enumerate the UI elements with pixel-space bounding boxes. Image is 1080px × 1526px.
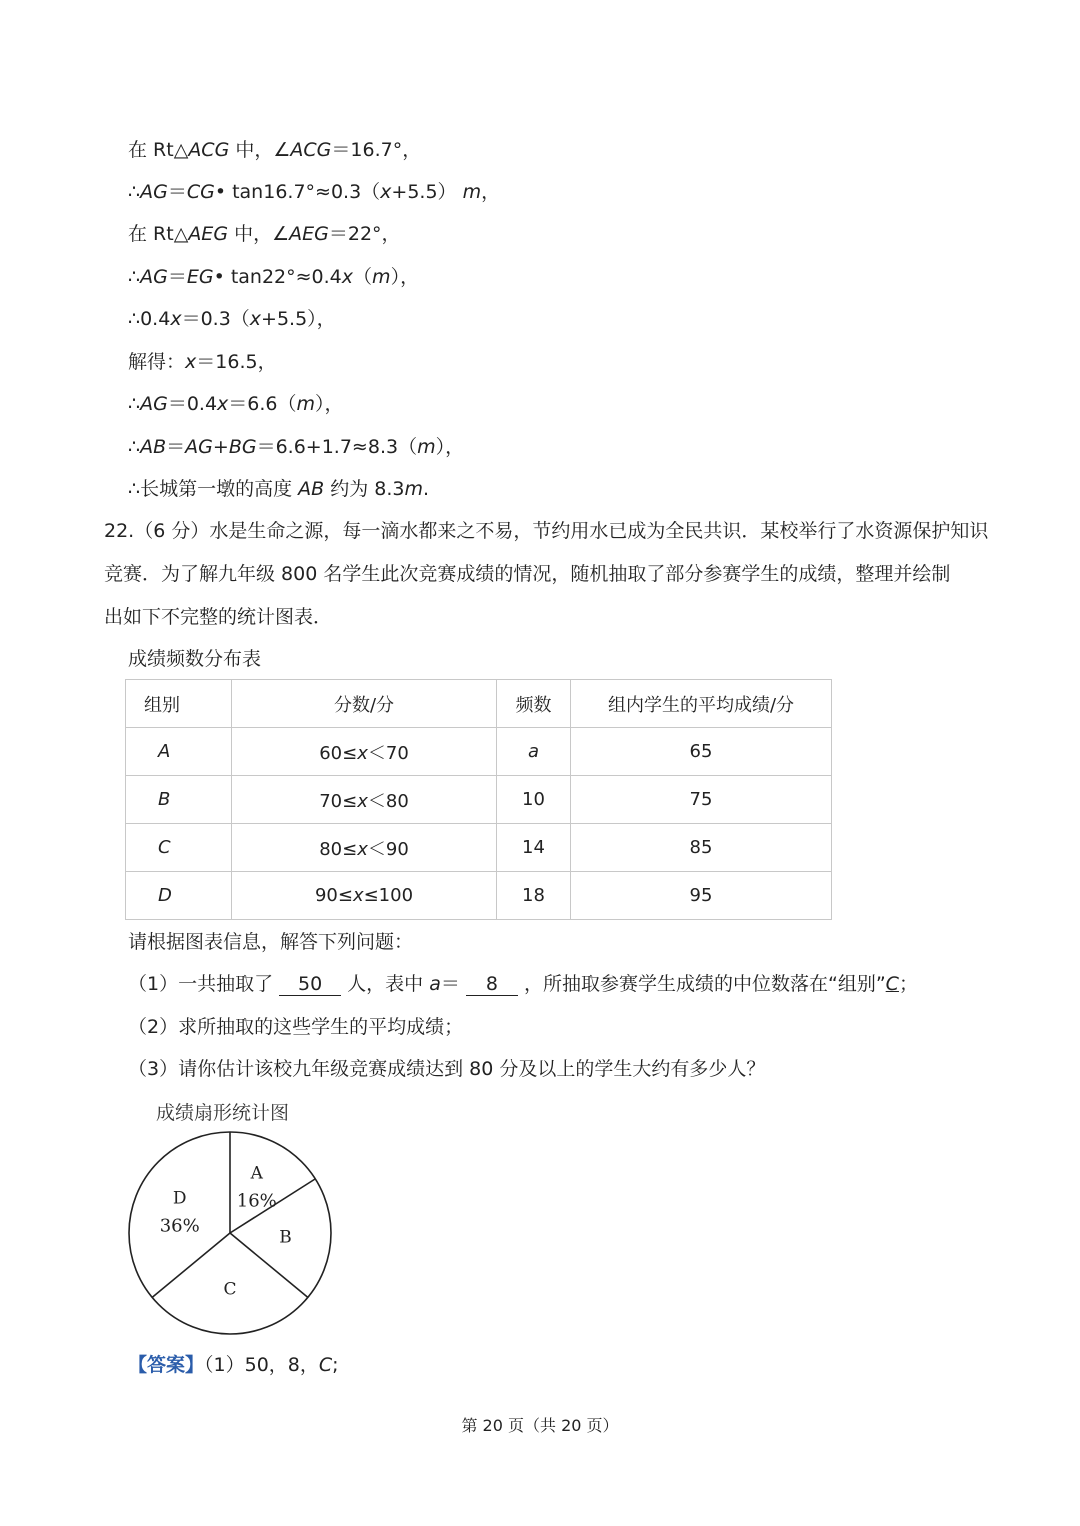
math-text: +5.5），: [261, 308, 336, 330]
solution-line: [128, 391, 344, 417]
math-var: m: [404, 478, 423, 500]
page-footer: 第 20 页（共 20 页）: [461, 1416, 619, 1435]
math-var: AG: [140, 266, 168, 288]
answer-tag: 【答案】: [128, 1354, 205, 1376]
q1-text: ，所抽取参赛学生成绩的中位数落在“组别”: [517, 973, 886, 995]
cell-group: C: [126, 824, 232, 872]
cell-frequency: 14: [497, 824, 571, 872]
solution-line: [128, 306, 336, 332]
table-row: [126, 824, 832, 872]
cell-average: 75: [571, 776, 832, 824]
cell-range: [232, 872, 497, 920]
answer-var: C: [318, 1354, 333, 1376]
solution-line: [128, 137, 421, 163]
pie-label-d: D: [172, 1188, 187, 1209]
math-text: ），: [315, 393, 344, 415]
cell-frequency: 18: [497, 872, 571, 920]
q1-text: （1）一共抽取了: [128, 973, 280, 995]
range-var: x: [357, 838, 368, 860]
math-var: x: [170, 308, 182, 330]
math-text: ∴: [128, 266, 141, 288]
range-lo: 60≤: [319, 742, 358, 764]
math-text: • tan22°≈0.4: [213, 266, 342, 288]
math-var: AB: [140, 436, 167, 458]
math-text: ∴: [128, 393, 141, 415]
table-header-row: [126, 680, 832, 728]
math-var: EG: [186, 266, 214, 288]
frequency-table: [125, 679, 832, 920]
math-text: ，: [481, 181, 501, 203]
range-hi: ＜80: [367, 790, 409, 812]
math-text: 在 Rt△: [128, 139, 189, 161]
math-var: x: [380, 181, 392, 203]
math-text: ＝22°，: [328, 223, 401, 245]
math-text: ∴: [128, 181, 141, 203]
math-text: ＝: [167, 266, 187, 288]
range-lo: 90≤: [314, 885, 353, 906]
pie-chart-title: 成绩扇形统计图: [156, 1102, 290, 1124]
cell-average: 85: [571, 824, 832, 872]
pie-label-b: B: [279, 1227, 292, 1248]
answer-blank-median: C: [885, 973, 899, 995]
table-row: [126, 776, 832, 824]
math-text: （: [353, 266, 373, 288]
math-var: m: [372, 266, 391, 288]
pie-percent-d: 36%: [159, 1215, 200, 1237]
cell-group: D: [126, 872, 232, 920]
math-var: AEG: [289, 223, 329, 245]
range-var: x: [357, 742, 368, 764]
math-text: ＝6.6（: [228, 393, 297, 415]
math-var: AEG: [188, 223, 229, 245]
range-var: x: [357, 790, 368, 812]
answer-end: ;: [332, 1354, 339, 1376]
cell-group: A: [126, 728, 232, 776]
math-text: ＝16.5，: [196, 351, 277, 373]
math-var: x: [249, 308, 262, 330]
q1-text: ；: [898, 973, 918, 995]
header-average: 组内学生的平均成绩/分: [571, 680, 832, 728]
range-hi: ＜90: [367, 838, 409, 860]
math-text: ），: [435, 436, 465, 458]
math-text: ＝0.4: [167, 393, 218, 415]
math-text: ＝6.6+1.7≈8.3（: [256, 436, 418, 458]
math-text: ＝: [167, 181, 187, 203]
cell-frequency: 10: [497, 776, 571, 824]
math-var: BG: [228, 436, 257, 458]
range-lo: 70≤: [319, 790, 358, 812]
pie-label-c: C: [223, 1279, 237, 1300]
cell-range: [232, 824, 497, 872]
question-line: 22.（6 分）水是生命之源，每一滴水都来之不易，节约用水已成为全民共识．某校举行了水资源保护知识: [104, 520, 989, 542]
solution-line: [128, 434, 464, 460]
math-text: +: [212, 436, 229, 458]
cell-frequency: a: [497, 728, 571, 776]
math-var: AG: [140, 393, 168, 415]
cell-range: [232, 728, 497, 776]
math-text: +5.5）: [391, 181, 463, 203]
header-score: 分数/分: [232, 680, 497, 728]
math-text: ＝16.7°，: [331, 139, 422, 161]
header-group: 组别: [126, 680, 232, 728]
q1-text: ＝: [440, 973, 466, 995]
math-text: ∴0.4: [128, 308, 171, 330]
math-text: 在 Rt△: [128, 223, 189, 245]
solution-line: [128, 264, 419, 290]
question-line: 出如下不完整的统计图表．: [104, 606, 333, 628]
math-text: .: [423, 478, 430, 500]
solution-line: [128, 221, 401, 247]
answer-blank-total: 50: [279, 973, 341, 996]
answer-blank-a: 8: [466, 973, 518, 996]
math-text: • tan16.7°≈0.3（: [214, 181, 381, 203]
sub-question-2: （2）求所抽取的这些学生的平均成绩；: [128, 1016, 464, 1038]
cell-group: B: [126, 776, 232, 824]
math-text: ∴: [128, 436, 141, 458]
range-hi: ≤100: [363, 885, 414, 906]
cell-range: [232, 776, 497, 824]
sub-question-3: （3）请你估计该校九年级竞赛成绩达到 80 分及以上的学生大约有多少人？: [128, 1058, 766, 1080]
math-text: ＝: [166, 436, 186, 458]
math-var: m: [462, 181, 482, 203]
math-var: AG: [140, 181, 168, 203]
table-row: [126, 728, 832, 776]
math-var: AG: [185, 436, 213, 458]
math-text: 约为 8.3: [324, 478, 405, 500]
math-var: ACG: [188, 139, 230, 161]
math-var: x: [341, 266, 354, 288]
pie-chart: [120, 1125, 340, 1345]
math-text: ＝0.3（: [181, 308, 250, 330]
pie-label-a: A: [250, 1163, 263, 1184]
pie-slice-boundary-c: [230, 1233, 308, 1297]
sub-question-1: [128, 971, 918, 997]
range-var: x: [352, 885, 364, 906]
math-text: ∴长城第一墩的高度: [128, 478, 299, 500]
header-frequency: 频数: [497, 680, 571, 728]
solution-line: [128, 476, 429, 502]
solution-line: [128, 179, 500, 205]
answer-line: [128, 1352, 339, 1378]
table-title: 成绩频数分布表: [128, 648, 262, 670]
math-text: 中，∠: [229, 139, 291, 161]
math-var: ACG: [290, 139, 332, 161]
cell-average: 95: [571, 872, 832, 920]
question-line: 竞赛．为了解九年级 800 名学生此次竞赛成绩的情况，随机抽取了部分参赛学生的成绩，整理并绘制: [104, 563, 951, 585]
math-text: 解得：: [128, 351, 186, 373]
math-var: x: [217, 393, 229, 415]
pie-slice-boundary-d: [152, 1233, 230, 1297]
math-var: m: [417, 436, 436, 458]
math-text: ），: [390, 266, 420, 288]
answer-text: （1）50，8，: [204, 1354, 319, 1376]
math-var: x: [185, 351, 197, 373]
solution-line: [128, 349, 277, 375]
pie-percent-a: 16%: [236, 1190, 277, 1212]
q1-text: 人，表中: [341, 973, 430, 995]
cell-average: 65: [571, 728, 832, 776]
range-hi: ＜70: [367, 742, 409, 764]
math-var: AB: [298, 478, 325, 500]
math-text: 中，∠: [228, 223, 290, 245]
math-var: m: [296, 393, 316, 415]
table-row: [126, 872, 832, 920]
q1-var: a: [429, 973, 441, 995]
range-lo: 80≤: [319, 838, 358, 860]
instructions: 请根据图表信息，解答下列问题：: [128, 931, 414, 953]
math-var: CG: [186, 181, 215, 203]
